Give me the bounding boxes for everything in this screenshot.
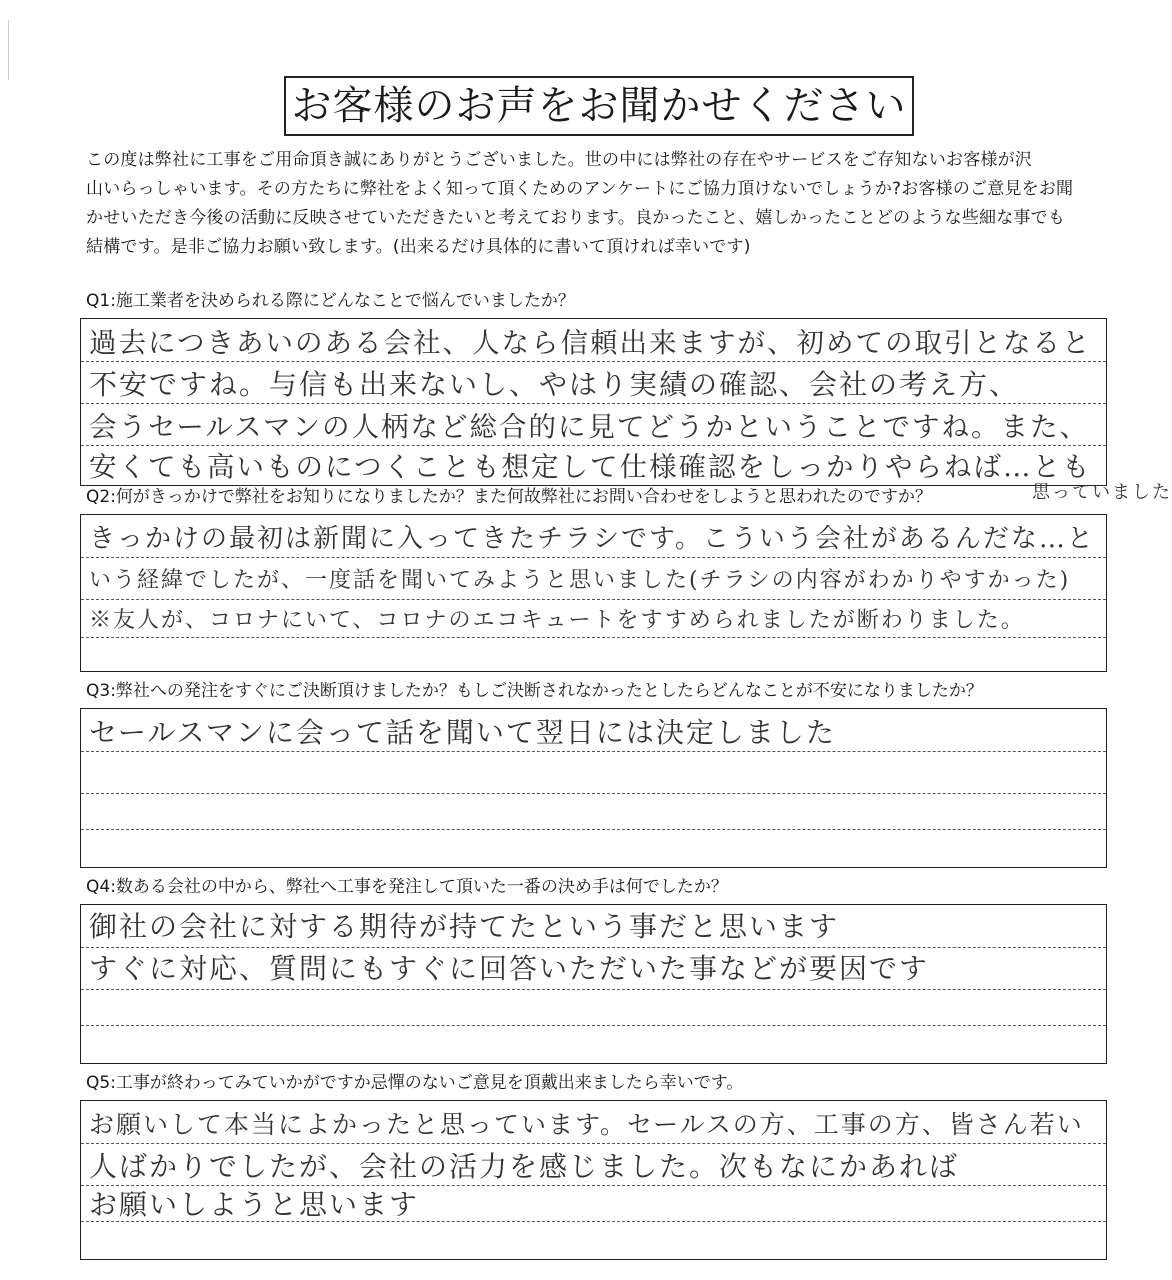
question-3-label: Q3:弊社への発注をすぐにご決断頂けましたか？もしご決断されなかったとしたらどんなことが不安になりましたか？ [86, 681, 983, 701]
answer-rule [81, 793, 1106, 794]
question-4-label: Q4:数ある会社の中から、弊社へ工事を発注して頂いた一番の決め手は何でしたか？ [86, 877, 728, 897]
answer-2-line-1: きっかけの最初は新聞に入ってきたチラシです。こういう会社があるんだな…と [89, 524, 1095, 554]
answer-2-line-3: ※友人が、コロナにいて、コロナのエコキュートをすすめられましたが断わりました。 [89, 608, 1025, 633]
answer-box-3 [80, 708, 1107, 868]
question-2-label: Q2:何がきっかけで弊社をお知りになりましたか？また何故弊社にお問い合わせをしようと思われたのですか？ [86, 487, 932, 507]
answer-box-5 [80, 1100, 1107, 1260]
answer-1-overflow: 思っていました [1032, 482, 1172, 503]
answer-4-line-1: 御社の会社に対する期待が持てたという事だと思います [89, 910, 840, 943]
answer-rule [81, 829, 1106, 830]
answer-box-4 [80, 904, 1107, 1064]
answer-5-line-3: お願いしようと思います [89, 1188, 420, 1221]
answer-1-line-3: 会うセールスマンの人柄など総合的に見てどうかということですね。また、 [89, 411, 1089, 443]
answer-5-line-1: お願いして本当によかったと思っています。セールスの方、工事の方、皆さん若い [89, 1110, 1084, 1139]
answer-5-line-2: 人ばかりでしたが、会社の活力を感じました。次もなにかあれば [89, 1150, 960, 1183]
answer-rule [81, 1143, 1106, 1144]
intro-paragraph [86, 146, 1106, 262]
answer-1-line-4: 安くても高いものにつくことも想定して仕様確認をしっかりやらねば…とも [89, 451, 1092, 483]
answer-rule [81, 1185, 1106, 1186]
answer-rule [81, 445, 1106, 446]
answer-rule [81, 989, 1106, 990]
answer-1-line-2: 不安ですね。与信も出来ないし、やはり実績の確認、会社の考え方、 [89, 368, 1020, 401]
intro-line: この度は弊社に工事をご用命頂き誠にありがとうございました。世の中には弊社の存在やサービスをご存知ないお客様が沢 [86, 150, 1032, 170]
intro-line: 結構です。是非ご協力お願い致します。(出来るだけ具体的に書いて頂ければ幸いです) [86, 237, 751, 257]
answer-rule [81, 361, 1106, 362]
answer-4-line-2: すぐに対応、質問にもすぐに回答いただいた事などが要因です [89, 952, 930, 985]
answer-rule [81, 751, 1106, 752]
answer-rule [81, 403, 1106, 404]
intro-line: かせいただき今後の活動に反映させていただきたいと考えております。良かったこと、嬉しかったことどのような些細な事でも [86, 208, 1066, 228]
answer-3-line-1: セールスマンに会って話を聞いて翌日には決定しました [89, 716, 836, 749]
answer-rule [81, 599, 1106, 600]
answer-2-line-2: いう経緯でしたが、一度話を聞いてみようと思いました(チラシの内容がわかりやすかった) [89, 568, 1071, 593]
page-title: お客様のお声をお聞かせください [284, 76, 914, 136]
answer-rule [81, 1025, 1106, 1026]
answer-1-line-1: 過去につきあいのある会社、人なら信頼出来ますが、初めての取引となると [89, 327, 1092, 359]
answer-box-2 [80, 514, 1107, 672]
intro-line: 山いらっしゃいます。その方たちに弊社をよく知って頂くためのアンケートにご協力頂けないでしょうか?お客様のご意見をお聞 [86, 179, 1074, 199]
answer-box-1 [80, 318, 1107, 486]
scan-corner-mark [8, 20, 35, 80]
question-5-label: Q5:工事が終わってみていかがですか忌憚のないご意見を頂戴出来ましたら幸いです。 [86, 1073, 744, 1093]
answer-rule [81, 947, 1106, 948]
answer-rule [81, 557, 1106, 558]
question-1-label: Q1:施工業者を決められる際にどんなことで悩んでいましたか？ [86, 291, 575, 311]
